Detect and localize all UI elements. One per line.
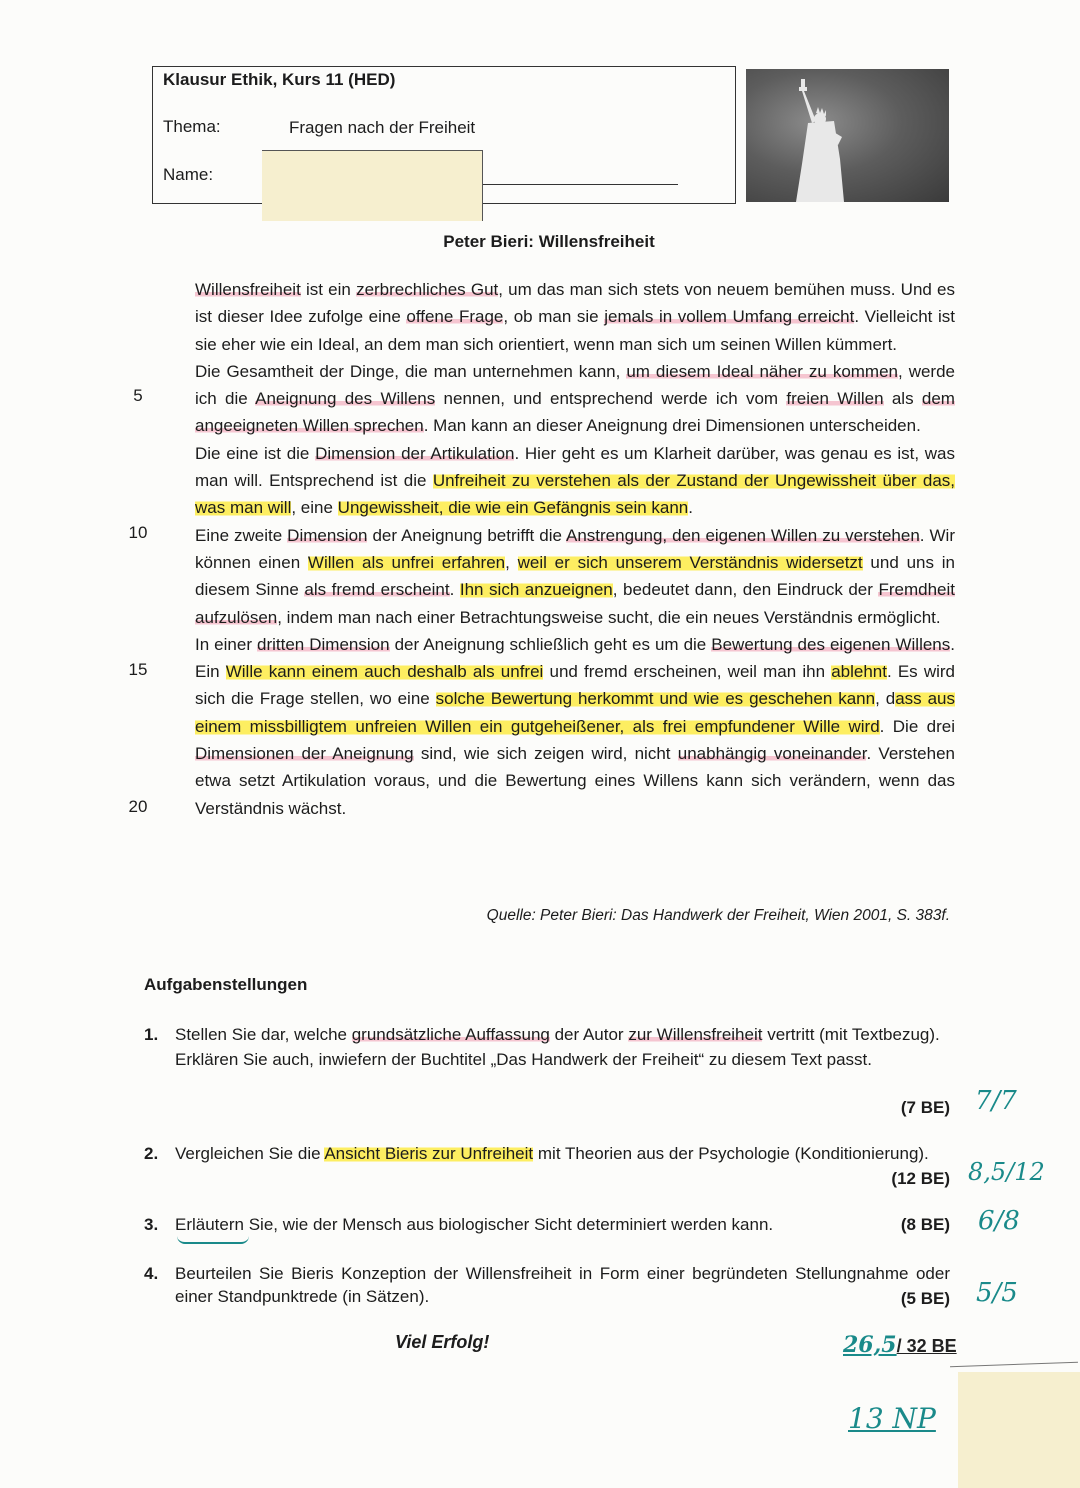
total-score-max: / 32 BE [896,1336,957,1356]
task-number: 4. [144,1264,159,1283]
divider-line [950,1362,1078,1367]
text-run: , bedeutet dann, den Eindruck der [612,580,879,600]
highlighted-text: Ansicht Bieris zur Unfreiheit [324,1144,534,1163]
text-run: . Wir können einen [195,525,955,572]
marked-text: grundsätzliche Auffassung [351,1025,550,1044]
text-run: , ob man sie [503,307,605,327]
text-run: . Die drei [879,716,955,736]
highlighted-text: weil er sich unserem Verständnis widersetzt [517,552,863,572]
marked-text: dritten Dimension [257,634,390,654]
text-run: der Aneignung schließlich geht es um die [389,634,712,654]
marked-text: dem angeeigneten Willen sprechen [195,389,955,436]
marked-text: offene Frage [406,307,504,327]
text-run: Die Gesamtheit der Dinge, die man unternehmen kann, [195,361,627,381]
marked-text: unabhängig voneinander [677,744,867,764]
marked-text: freien Willen [786,389,884,409]
task-3 [144,1213,950,1243]
text-run: als [883,389,922,409]
task-text [175,1213,950,1236]
marked-text: Anstrengung, den eigenen Willen zu verstehen [566,525,920,545]
line-number: 5 [133,386,143,405]
text-run: . Man kann an dieser Aneignung drei Dimensionen unterscheiden. [423,416,921,436]
text-run: , d [875,689,896,709]
text-run: Erklären Sie auch, inwiefern der Buchtitel „Das Handwerk der Freiheit“ zu diesem Text passt. [175,1050,872,1069]
highlighted-text: Ihn sich anzueignen [459,580,613,600]
highlighted-text: ass aus einem missbilligtem unfreien Willen ein gutgeheißener, als frei empfundener Wille wird [195,689,956,736]
total-score-value: 26,5 [843,1332,897,1358]
text-run: und fremd erscheinen, weil man ihn [543,662,832,682]
text-run: Vergleichen Sie die [175,1144,325,1163]
highlighted-text: Willen als unfrei erfahren [307,552,506,572]
text-run: . Ein [195,634,955,682]
text-run: , eine [291,498,338,518]
paragraph [195,631,955,822]
paragraph [195,276,955,358]
exam-title: Klausur Ethik, Kurs 11 (HED) [163,70,396,89]
text-run: der Autor [549,1025,629,1044]
task-points: (12 BE) [885,1167,950,1190]
text-run: Beurteilen Sie Bieris Konzeption der Willensfreiheit in Form einer begründeten Stellungnahme oder einer Standpunktrede (in Sätzen). [175,1264,950,1306]
text-run: , um das man sich stets von neuem bemühen muss. Und es ist dieser Idee zufolge eine [195,280,956,327]
text-run: , werde ich die [195,361,955,409]
source-citation: Quelle: Peter Bieri: Das Handwerk der Freiheit, Wien 2001, S. 383f. [486,907,950,924]
tasks-heading: Aufgabenstellungen [144,975,308,994]
text-run: . Es wird sich die Frage stellen, wo eine [195,662,956,709]
document-title: Peter Bieri: Willensfreiheit [443,232,655,251]
task-2 [144,1142,950,1192]
task-points: (8 BE) [900,1215,950,1234]
task-text [175,1142,950,1165]
task-number: 3. [144,1215,159,1234]
sticky-note [958,1372,1080,1488]
task-4 [144,1262,950,1312]
text-run: . Hier geht es um Klarheit darüber, was genau es ist, was man will. Entsprechend ist die [195,443,955,491]
text-run: der Aneignung betrifft die [367,525,566,545]
body-text [195,276,955,822]
paragraph [195,358,955,440]
text-run: . Vielleicht ist sie eher wie ein Ideal, an dem man sich orientiert, wenn man sich um seinen Willen kümmert. [195,307,956,354]
highlighted-text: ablehnt [831,662,887,682]
marked-text: Bewertung des eigenen Willens [711,634,951,654]
topic-value: Fragen nach der Freiheit [289,118,476,137]
statue-silhouette-icon [746,69,949,202]
highlighted-text: Wille kann einem auch deshalb als unfrei [225,662,544,682]
text-run: vertritt (mit Textbezug). [762,1025,940,1044]
marked-text: Dimension [287,525,368,545]
paragraph [195,522,955,631]
text-run: und uns in diesem Sinne [195,552,955,600]
teacher-underline [177,1236,249,1244]
marked-text: zur Willensfreiheit [628,1025,763,1044]
marked-text: Willensfreiheit [195,280,301,299]
task-number: 2. [144,1144,159,1163]
text-run: Erläutern Sie, wie der Mensch aus biologischer Sicht determiniert werden kann. [175,1215,774,1234]
line-number: 10 [128,523,148,542]
task-grade: 5/5 [976,1278,1018,1308]
text-run: . [688,498,693,518]
marked-text: um diesem Ideal näher zu kommen [626,361,899,381]
task-text [175,1023,950,1046]
task-text [175,1262,950,1308]
text-run: sind, wie sich zeigen wird, nicht [413,744,678,764]
good-luck-text: Viel Erfolg! [395,1332,490,1352]
paragraph [195,440,955,522]
name-line [480,184,678,185]
task-points: (7 BE) [900,1098,950,1117]
task-points: (5 BE) [895,1287,950,1310]
marked-text: Fremdheit aufzulösen [195,580,955,627]
text-run: , indem man nach einer Betrachtungsweise sucht, die ein neues Verständnis ermöglicht. [277,607,941,627]
marked-text: zerbrechliches Gut [356,280,499,299]
marked-text: Dimensionen der Aneignung [195,744,414,764]
text-run: . [449,580,460,600]
line-number: 15 [128,660,148,679]
text-run: Stellen Sie dar, welche [175,1025,352,1044]
task-grade: 7/7 [975,1086,1017,1116]
highlighted-text: Unfreiheit zu verstehen als der Zustand der Ungewissheit über das, was man will [195,471,956,518]
name-redaction-sticker [262,150,483,221]
task-1 [144,1023,950,1115]
task-grade: 6/8 [978,1206,1020,1236]
final-grade: 13 NP [848,1402,936,1435]
marked-text: Aneignung des Willens [255,389,436,409]
topic-label: Thema: [163,117,221,136]
text-run: Eine zweite [195,525,288,545]
marked-text: jemals in vollem Umfang erreicht [604,307,855,327]
name-label: Name: [163,165,214,184]
text-run: , [505,552,518,572]
text-run: mit Theorien aus der Psychologie (Konditionierung). [533,1144,929,1163]
marked-text: als fremd erscheint [304,580,450,600]
statue-of-liberty-photo [746,69,949,202]
task-grade: 8,5/12 [968,1158,1045,1186]
text-run: . Verstehen etwa setzt Artikulation voraus, und die Bewertung eines Willens kann sich verändern, wenn das Verständnis wächst. [195,744,955,818]
line-number: 20 [128,797,148,816]
total-score [843,1332,957,1358]
marked-text: Dimension der Artikulation [315,443,515,463]
highlighted-text: solche Bewertung herkommt und wie es geschehen kann [435,689,876,709]
task-number: 1. [144,1025,159,1044]
task-text [175,1048,950,1071]
text-run: nennen, und entsprechend werde ich vom [435,389,787,409]
text-run: ist ein [300,280,357,299]
highlighted-text: Ungewissheit, die wie ein Gefängnis sein kann [337,498,689,518]
text-run: In einer [195,634,257,654]
text-run: Die eine ist die [195,443,316,463]
